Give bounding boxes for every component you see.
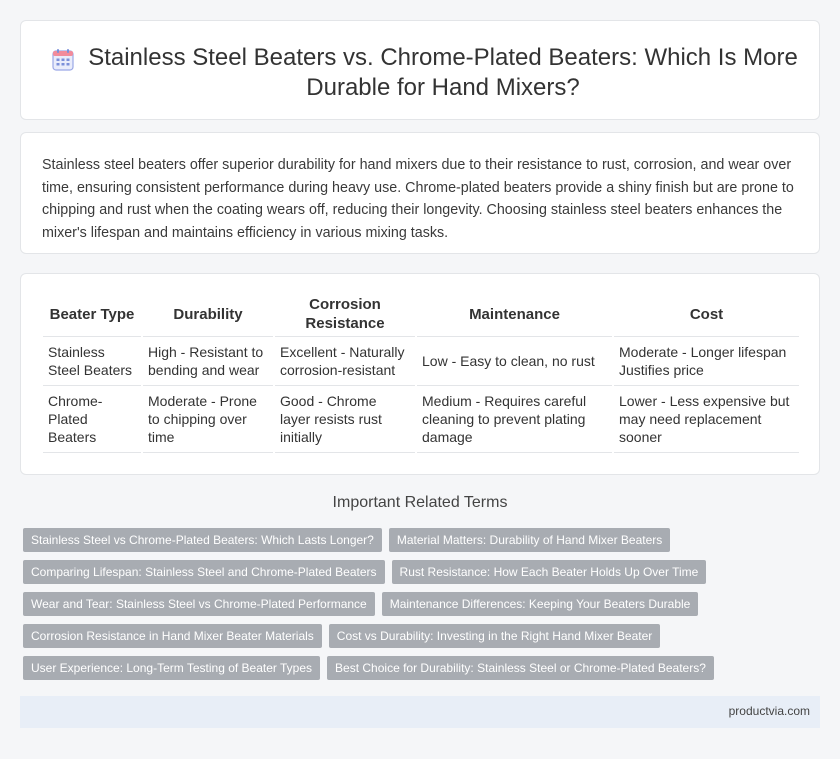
table-row xyxy=(43,386,799,453)
table-cell: Moderate - Prone to chipping over time xyxy=(143,386,273,453)
title-card xyxy=(20,20,820,120)
related-term-tag[interactable]: Wear and Tear: Stainless Steel vs Chrome-Plated Performance xyxy=(23,592,375,616)
table-cell: Medium - Requires careful cleaning to prevent plating damage xyxy=(417,386,612,453)
related-term-tag[interactable]: Cost vs Durability: Investing in the Right Hand Mixer Beater xyxy=(329,624,660,648)
column-header: Beater Type xyxy=(43,292,141,337)
page-title: Stainless Steel Beaters vs. Chrome-Plated Beaters: Which Is More Durable for Hand Mixers? xyxy=(88,44,798,101)
related-term-tag[interactable]: Rust Resistance: How Each Beater Holds Up Over Time xyxy=(392,560,707,584)
column-header: Durability xyxy=(143,292,273,337)
related-term-tag[interactable]: Comparing Lifespan: Stainless Steel and Chrome-Plated Beaters xyxy=(23,560,385,584)
table-row xyxy=(43,337,799,386)
table-cell: Good - Chrome layer resists rust initially xyxy=(275,386,415,453)
column-header: Maintenance xyxy=(417,292,612,337)
table-cell: Chrome-Plated Beaters xyxy=(43,386,141,453)
table-cell: Excellent - Naturally corrosion-resistant xyxy=(275,337,415,386)
related-term-tag[interactable]: Best Choice for Durability: Stainless Steel or Chrome-Plated Beaters? xyxy=(327,656,714,680)
comparison-table xyxy=(41,292,801,453)
table-cell: High - Resistant to bending and wear xyxy=(143,337,273,386)
column-header: Cost xyxy=(614,292,799,337)
intro-paragraph: Stainless steel beaters offer superior durability for hand mixers due to their resistance to rust, corrosion, and wear over time, ensuring consistent performance during heavy use. Chrome-plated beaters provide a shiny finish but are prone to chipping and rust when the coating wears off, reducing their longevity. Choosing stainless steel beaters enhances the mixer's lifespan and maintains efficiency in various mixing tasks. xyxy=(42,157,794,241)
related-term-tag[interactable]: Stainless Steel vs Chrome-Plated Beaters: Which Lasts Longer? xyxy=(23,528,382,552)
related-term-tag[interactable]: Corrosion Resistance in Hand Mixer Beater Materials xyxy=(23,624,322,648)
table-cell: Low - Easy to clean, no rust xyxy=(417,337,612,386)
footer-site-link[interactable]: productvia.com xyxy=(728,704,810,718)
related-term-tag[interactable]: Maintenance Differences: Keeping Your Beaters Durable xyxy=(382,592,699,616)
table-cell: Stainless Steel Beaters xyxy=(43,337,141,386)
comparison-table-card xyxy=(20,273,820,475)
related-term-tag[interactable]: User Experience: Long-Term Testing of Beater Types xyxy=(23,656,320,680)
column-header: Corrosion Resistance xyxy=(275,292,415,337)
calendar-icon xyxy=(51,48,75,72)
table-cell: Moderate - Longer lifespan Justifies price xyxy=(614,337,799,386)
intro-card xyxy=(20,132,820,254)
table-cell: Lower - Less expensive but may need replacement sooner xyxy=(614,386,799,453)
related-term-tag[interactable]: Material Matters: Durability of Hand Mixer Beaters xyxy=(389,528,670,552)
related-terms-list xyxy=(23,528,813,680)
related-terms-heading: Important Related Terms xyxy=(332,494,508,511)
table-header-row xyxy=(43,292,799,337)
footer xyxy=(20,696,820,728)
